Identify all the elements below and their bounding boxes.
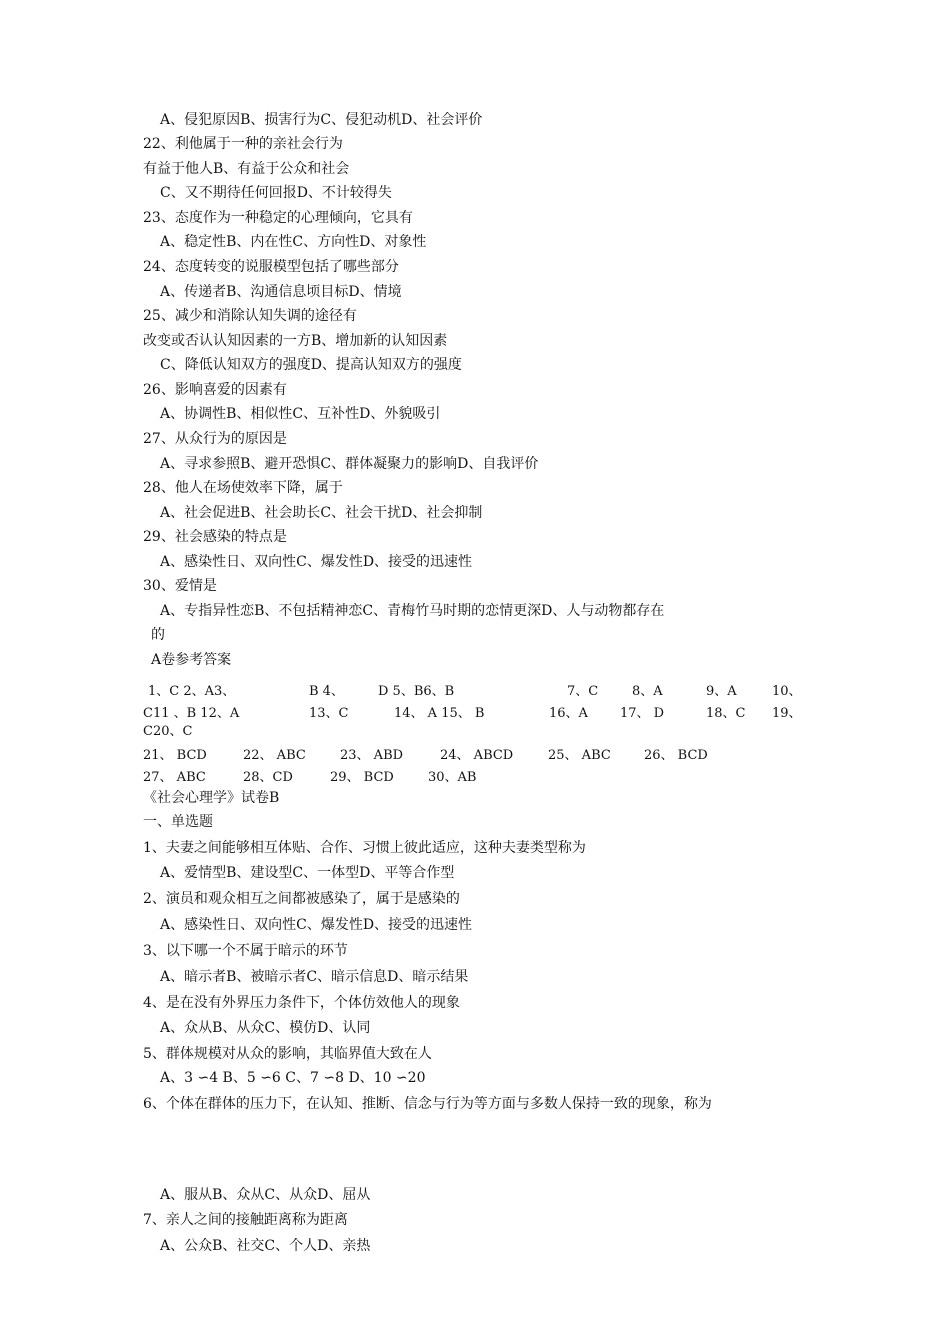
answer-item: 30、AB [428, 770, 477, 785]
question-b4: 4、是在没有外界压力条件下，个体仿效他人的现象 [143, 995, 460, 1011]
text-line: A、公众B、社交C、个人D、亲热 [160, 1238, 371, 1254]
question-23: 23、态度作为一种稳定的心理倾向，它具有 [143, 210, 413, 226]
text-line: A、传递者B、沟通信息顷目标D、情境 [160, 284, 402, 300]
question-28: 28、他人在场使效率下降，属于 [143, 480, 343, 496]
answer-item: 27、 ABC [143, 770, 206, 785]
answer-item: 21、 BCD [143, 748, 207, 763]
question-b7: 7、亲人之间的接触距离称为距离 [143, 1212, 348, 1228]
question-b2: 2、演员和观众相互之间都被感染了，属于是感染的 [143, 891, 460, 907]
text-line: 的 [151, 627, 165, 643]
paper-b-title: 《社会心理学》试卷B [143, 790, 280, 806]
question-25: 25、减少和消除认知失调的途径有 [143, 308, 357, 324]
text-line: A、专指异性恋B、不包括精神恋C、青梅竹马时期的恋情更深D、人与动物都存在 [160, 603, 665, 619]
answer-item: B 4、 [309, 684, 344, 699]
question-b6: 6、个体在群体的压力下，在认知、推断、信念与行为等方面与多数人保持一致的现象，称为 [143, 1096, 712, 1112]
answer-item: 28、CD [243, 770, 293, 785]
question-b3: 3、以下哪一个不属于暗示的环节 [143, 943, 348, 959]
answer-key-heading: A卷参考答案 [151, 652, 232, 668]
answer-item: 10、 [772, 684, 802, 699]
question-21: 22、利他属于一种的亲社会行为 [143, 136, 343, 152]
question-29: 29、社会感染的特点是 [143, 529, 287, 545]
text-line: A、寻求参照B、避开恐惧C、群体凝聚力的影响D、自我评价 [160, 456, 539, 472]
text-line: A、服从B、众从C、从众D、屈从 [160, 1187, 371, 1203]
answer-item: 26、 BCD [644, 748, 708, 763]
question-b5: 5、群体规模对从众的影响，其临界值大致在人 [143, 1046, 432, 1062]
answer-item: 17、 D [620, 706, 665, 721]
text-line: C、又不期待任何回报D、不计较得失 [160, 185, 392, 201]
question-b1: 1、夫妻之间能够相互体贴、合作、习惯上彼此适应，这种夫妻类型称为 [143, 840, 586, 856]
answer-item: 8、A [632, 684, 663, 699]
text-line: A、爱情型B、建设型C、一体型D、平等合作型 [160, 865, 455, 881]
text-line: A、稳定性B、内在性C、方向性D、对象性 [160, 234, 427, 250]
answer-item: 1、C 2、A3、 [148, 684, 236, 699]
answer-item: 22、 ABC [243, 748, 306, 763]
answer-item: 13、C [309, 706, 349, 721]
answer-item: 18、C [706, 706, 746, 721]
text-line: A、众从B、从众C、模仿D、认同 [160, 1020, 371, 1036]
text-line: C、降低认知双方的强度D、提高认知双方的强度 [160, 357, 462, 373]
text-line: A、感染性日、双向性C、爆发性D、接受的迅速性 [160, 554, 473, 570]
text-line: A、侵犯原因B、损害行为C、侵犯动机D、社会评价 [160, 112, 483, 128]
text-line: A、3 ∽4 B、5 ∽6 C、7 ∽8 D、10 ∽20 [160, 1070, 426, 1086]
question-27: 27、从众行为的原因是 [143, 431, 287, 447]
answer-item: 7、C [567, 684, 599, 699]
answer-item: 23、 ABD [340, 748, 404, 763]
answer-item: C20、C [143, 724, 193, 739]
section-heading: 一、单选题 [143, 814, 213, 830]
answer-item: 14、 A 15、 B [394, 706, 485, 721]
answer-item: 19、 [772, 706, 802, 721]
text-line: 改变或否认认知因素的一方B、增加新的认知因素 [143, 333, 448, 349]
question-30: 30、爱情是 [143, 578, 217, 594]
text-line: A、社会促进B、社会助长C、社会干扰D、社会抑制 [160, 505, 483, 521]
answer-item: 29、 BCD [330, 770, 394, 785]
answer-item: 9、A [706, 684, 737, 699]
answer-item: 16、A [549, 706, 588, 721]
answer-item: C11 、B 12、A [143, 706, 240, 721]
question-26: 26、影响喜爱的因素有 [143, 382, 287, 398]
text-line: A、协调性B、相似性C、互补性D、外貌吸引 [160, 406, 441, 422]
answer-item: 24、 ABCD [440, 748, 514, 763]
text-line: A、暗示者B、被暗示者C、暗示信息D、暗示结果 [160, 969, 469, 985]
answer-item: 25、 ABC [548, 748, 611, 763]
text-line: 有益于他人B、有益于公众和社会 [143, 161, 350, 177]
answer-item: D 5、B6、B [378, 684, 455, 699]
question-24: 24、态度转变的说服模型包括了哪些部分 [143, 259, 399, 275]
text-line: A、感染性日、双向性C、爆发性D、接受的迅速性 [160, 917, 473, 933]
